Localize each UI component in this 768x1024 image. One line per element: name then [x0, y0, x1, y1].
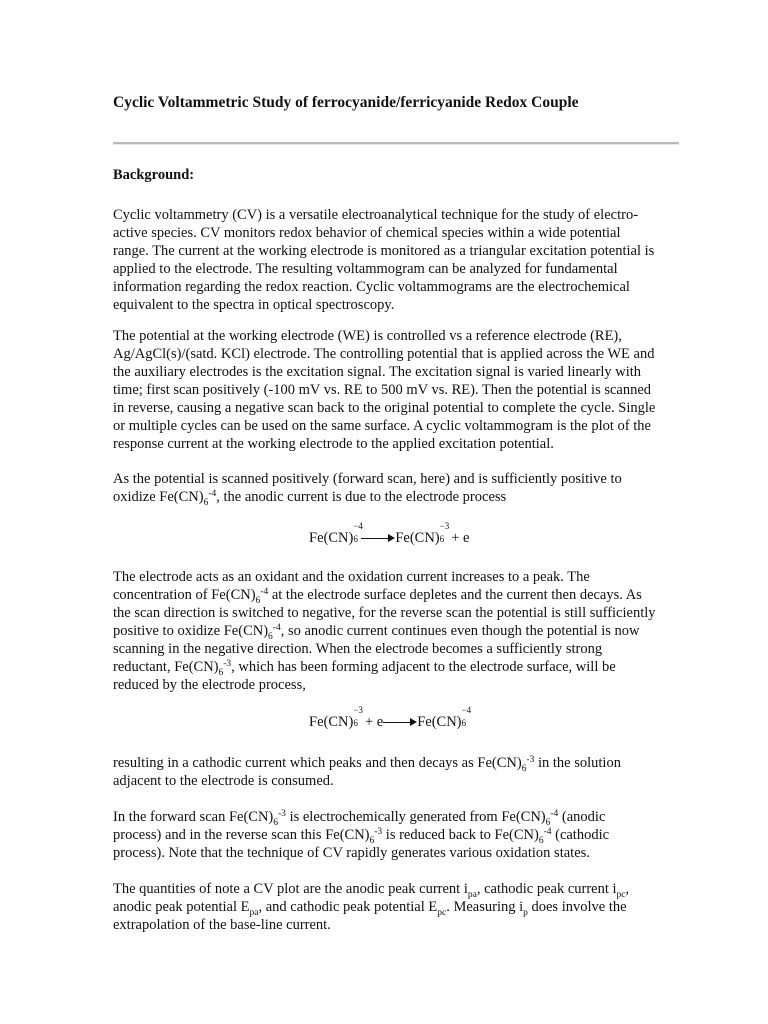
document-title: Cyclic Voltammetric Study of ferrocyanide/ferricyanide Redox Couple — [113, 94, 579, 111]
paragraph-potential — [113, 327, 679, 453]
text-run: at the electrode surface depletes and the current then decays. As — [268, 587, 642, 603]
text-line: active species. CV monitors redox behavior of chemical species within a wide potential — [113, 225, 621, 241]
text-run: process) and in the reverse scan this Fe(CN) — [113, 827, 370, 843]
subscript: 6 — [353, 534, 358, 544]
superscript: -4 — [260, 586, 269, 597]
text-line: Cyclic voltammetry (CV) is a versatile electroanalytical technique for the study of electro- — [113, 207, 639, 223]
text-line — [113, 622, 679, 640]
section-heading: Background: — [113, 167, 195, 183]
superscript: -4 — [550, 808, 559, 819]
subscript: p — [523, 907, 528, 918]
charge-stack — [353, 705, 363, 728]
subscript: 6 — [218, 667, 224, 678]
text-run: , the anodic current is due to the electrode process — [216, 489, 507, 505]
eq-species: Fe(CN) — [309, 530, 354, 546]
text-line: response current at the working electrode to the applied excitation potential. — [113, 436, 554, 452]
subscript: 6 — [538, 835, 544, 846]
text-run: reductant, Fe(CN) — [113, 659, 219, 675]
horizontal-divider — [113, 142, 679, 145]
subscript: 6 — [461, 718, 466, 728]
subscript: 6 — [439, 534, 445, 544]
subscript: pc — [616, 889, 626, 900]
superscript: -3 — [278, 808, 286, 819]
subscript: 6 — [545, 817, 551, 828]
superscript: -4 — [208, 488, 217, 499]
text-run: , cathodic peak current i — [476, 881, 617, 897]
superscript: −4 — [353, 521, 363, 531]
text-run: positive to oxidize Fe(CN) — [113, 623, 269, 639]
charge-stack — [439, 521, 450, 544]
text-run: (cathodic — [551, 827, 610, 843]
text-line: time; first scan positively (-100 mV vs. RE to 500 mV vs. RE). Then the potential is scanned — [113, 382, 652, 398]
subscript: pc — [437, 907, 447, 918]
text-run: oxidize Fe(CN) — [113, 489, 204, 505]
subscript: pa — [467, 889, 477, 900]
text-run: In the forward scan Fe(CN) — [113, 809, 274, 825]
text-run: , so anodic current continues even though the potential is now — [280, 623, 640, 639]
text-run: , and cathodic peak potential E — [258, 899, 438, 915]
text-line: Ag/AgCl(s)/(satd. KCl) electrode. The controlling potential that is applied across the WE and — [113, 346, 655, 362]
text-line: scanning in the negative direction. When the electrode becomes a sufficiently strong — [113, 641, 603, 657]
text-line — [113, 586, 679, 604]
text-line: the auxiliary electrodes is the excitation signal. The excitation signal is varied linearly with — [113, 364, 642, 380]
eq-species: Fe(CN) — [309, 714, 354, 730]
text-line: extrapolation of the base-line current. — [113, 917, 331, 933]
text-line — [113, 488, 679, 506]
charge-stack — [461, 705, 472, 728]
text-run: is electrochemically generated from Fe(CN) — [285, 809, 546, 825]
text-run: (anodic — [558, 809, 606, 825]
paragraph-oxidant — [113, 568, 679, 694]
superscript: -3 — [374, 826, 383, 837]
text-line: adjacent to the electrode is consumed. — [113, 773, 334, 789]
paragraph-intro — [113, 206, 679, 314]
subscript: 6 — [203, 497, 209, 508]
reaction-arrow-icon — [383, 718, 417, 728]
subscript: 6 — [521, 763, 527, 774]
text-run: anodic peak potential E — [113, 899, 250, 915]
superscript: -3 — [223, 658, 232, 669]
subscript: 6 — [369, 835, 375, 846]
text-run: in the solution — [534, 755, 621, 771]
subscript: 6 — [273, 817, 279, 828]
text-line: or multiple cycles can be used on the same surface. A cyclic voltammogram is the plot of the — [113, 418, 651, 434]
superscript: −3 — [439, 521, 450, 531]
text-line — [113, 754, 679, 772]
subscript: pa — [249, 907, 259, 918]
subscript: 6 — [353, 718, 358, 728]
text-run: is reduced back to Fe(CN) — [382, 827, 539, 843]
text-line — [113, 898, 679, 916]
reaction-arrow-icon — [361, 534, 395, 544]
equation-oxidation — [309, 521, 470, 547]
text-line: the scan direction is switched to negative, for the reverse scan the potential is still sufficiently — [113, 605, 656, 621]
eq-species: Fe(CN) — [417, 714, 462, 730]
text-line — [113, 658, 679, 676]
paragraph-forward-scan — [113, 470, 679, 506]
text-line: equivalent to the spectra in optical spectroscopy. — [113, 297, 395, 313]
superscript: -3 — [526, 754, 535, 765]
text-line — [113, 808, 679, 826]
text-run: , which has been forming adjacent to the electrode surface, will be — [231, 659, 616, 675]
text-line: in reverse, causing a negative scan back to the original potential to complete the cycle. Single — [113, 400, 656, 416]
text-line: The potential at the working electrode (WE) is controlled vs a reference electrode (RE), — [113, 328, 622, 344]
charge-stack — [353, 521, 363, 544]
text-run: . Measuring i — [446, 899, 524, 915]
subscript: 6 — [268, 631, 273, 642]
eq-electron: + e — [447, 530, 470, 546]
text-run: concentration of Fe(CN) — [113, 587, 256, 603]
text-line: information regarding the redox reaction. Cyclic voltammograms are the electrochemical — [113, 279, 630, 295]
paragraph-forward-reverse — [113, 808, 679, 862]
text-run: does involve the — [527, 899, 627, 915]
text-line: reduced by the electrode process, — [113, 677, 306, 693]
superscript: −3 — [353, 705, 363, 715]
superscript: −4 — [461, 705, 472, 715]
text-line: applied to the electrode. The resulting voltammogram can be analyzed for fundamental — [113, 261, 618, 277]
text-line: The electrode acts as an oxidant and the oxidation current increases to a peak. The — [113, 569, 590, 585]
superscript: -4 — [543, 826, 552, 837]
text-line: As the potential is scanned positively (forward scan, here) and is sufficiently positive to — [113, 471, 622, 487]
paragraph-cathodic — [113, 754, 679, 790]
text-run: resulting in a cathodic current which peaks and then decays as Fe(CN) — [113, 755, 522, 771]
text-line: process). Note that the technique of CV rapidly generates various oxidation states. — [113, 845, 590, 861]
text-line: The quantities of note a CV plot are the anodic peak current $i_{pa}$, cathodic peak current $i_{pc}$, — [113, 881, 630, 900]
eq-electron: + e — [361, 714, 384, 730]
text-line: range. The current at the working electrode is monitored as a triangular excitation potential is — [113, 243, 655, 259]
equation-reduction — [309, 705, 472, 731]
superscript: -4 — [272, 622, 281, 633]
eq-species: Fe(CN) — [395, 530, 440, 546]
subscript: 6 — [255, 595, 261, 606]
text-run: The quantities of note a CV plot are the anodic peak current i — [113, 881, 468, 897]
text-line — [113, 826, 679, 844]
paragraph-quantities — [113, 880, 679, 934]
